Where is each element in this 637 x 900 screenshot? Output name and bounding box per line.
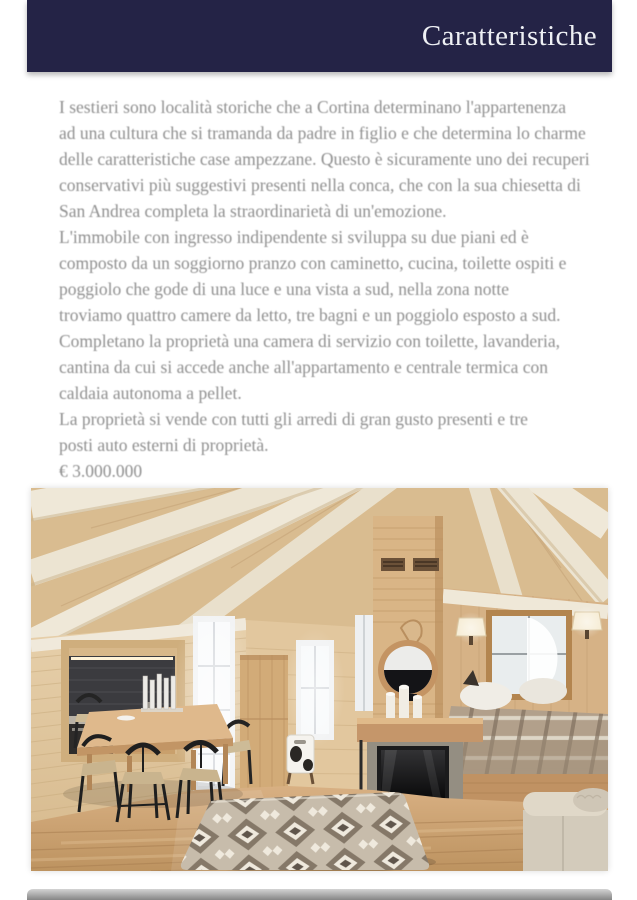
description-line: composto da un soggiorno pranzo con caminetto, cucina, toilette ospiti e bbox=[59, 253, 567, 273]
interior-illustration bbox=[31, 488, 608, 871]
next-section-bar bbox=[27, 889, 612, 900]
window-sliver bbox=[355, 615, 373, 711]
description-line: L'immobile con ingresso indipendente si sviluppa su due piani ed è bbox=[59, 227, 529, 247]
price-text: € 3.000.000 bbox=[59, 461, 143, 481]
cushion bbox=[519, 678, 567, 704]
description-line: conservativi più suggestivi presenti nella conca, che con la sua chiesetta di bbox=[59, 175, 581, 195]
description-line: ad una cultura che si tramanda da padre in figlio e che determina lo charme bbox=[59, 123, 586, 143]
description-line: La proprietà si vende con tutti gli arredi di gran gusto presenti e tre bbox=[59, 409, 528, 429]
patterned-ottoman bbox=[181, 792, 436, 871]
sofa bbox=[523, 788, 608, 871]
description-line: I sestieri sono località storiche che a Cortina determinano l'appartenenza bbox=[59, 97, 567, 117]
under-cabinet-light bbox=[71, 657, 173, 660]
mantel bbox=[357, 718, 483, 742]
description-line: cantina da cui si accede anche all'appartamento e centrale termica con bbox=[59, 357, 548, 377]
description-line: San Andrea completa la straordinarietà di un'emozione. bbox=[59, 201, 447, 221]
description-line: caldaia autonoma a pellet. bbox=[59, 383, 242, 403]
property-photo bbox=[31, 488, 608, 871]
page-title: Caratteristiche bbox=[421, 19, 597, 52]
section-header bbox=[27, 0, 612, 72]
description-line: delle caratteristiche case ampezzane. Questo è sicuramente uno dei recuperi bbox=[59, 149, 590, 169]
property-description bbox=[59, 94, 594, 484]
description-line: posti auto esterni di proprietà. bbox=[59, 435, 269, 455]
description-line: Completano la proprietà una camera di servizio con toilette, lavanderia, bbox=[59, 331, 560, 351]
description-line: poggiolo che gode di una luce e una vista a sud, nella zona notte bbox=[59, 279, 510, 299]
window-center bbox=[285, 628, 345, 748]
cushion bbox=[460, 682, 512, 710]
description-line: troviamo quattro camere da letto, tre bagni e un poggiolo esposto a sud. bbox=[59, 305, 561, 325]
